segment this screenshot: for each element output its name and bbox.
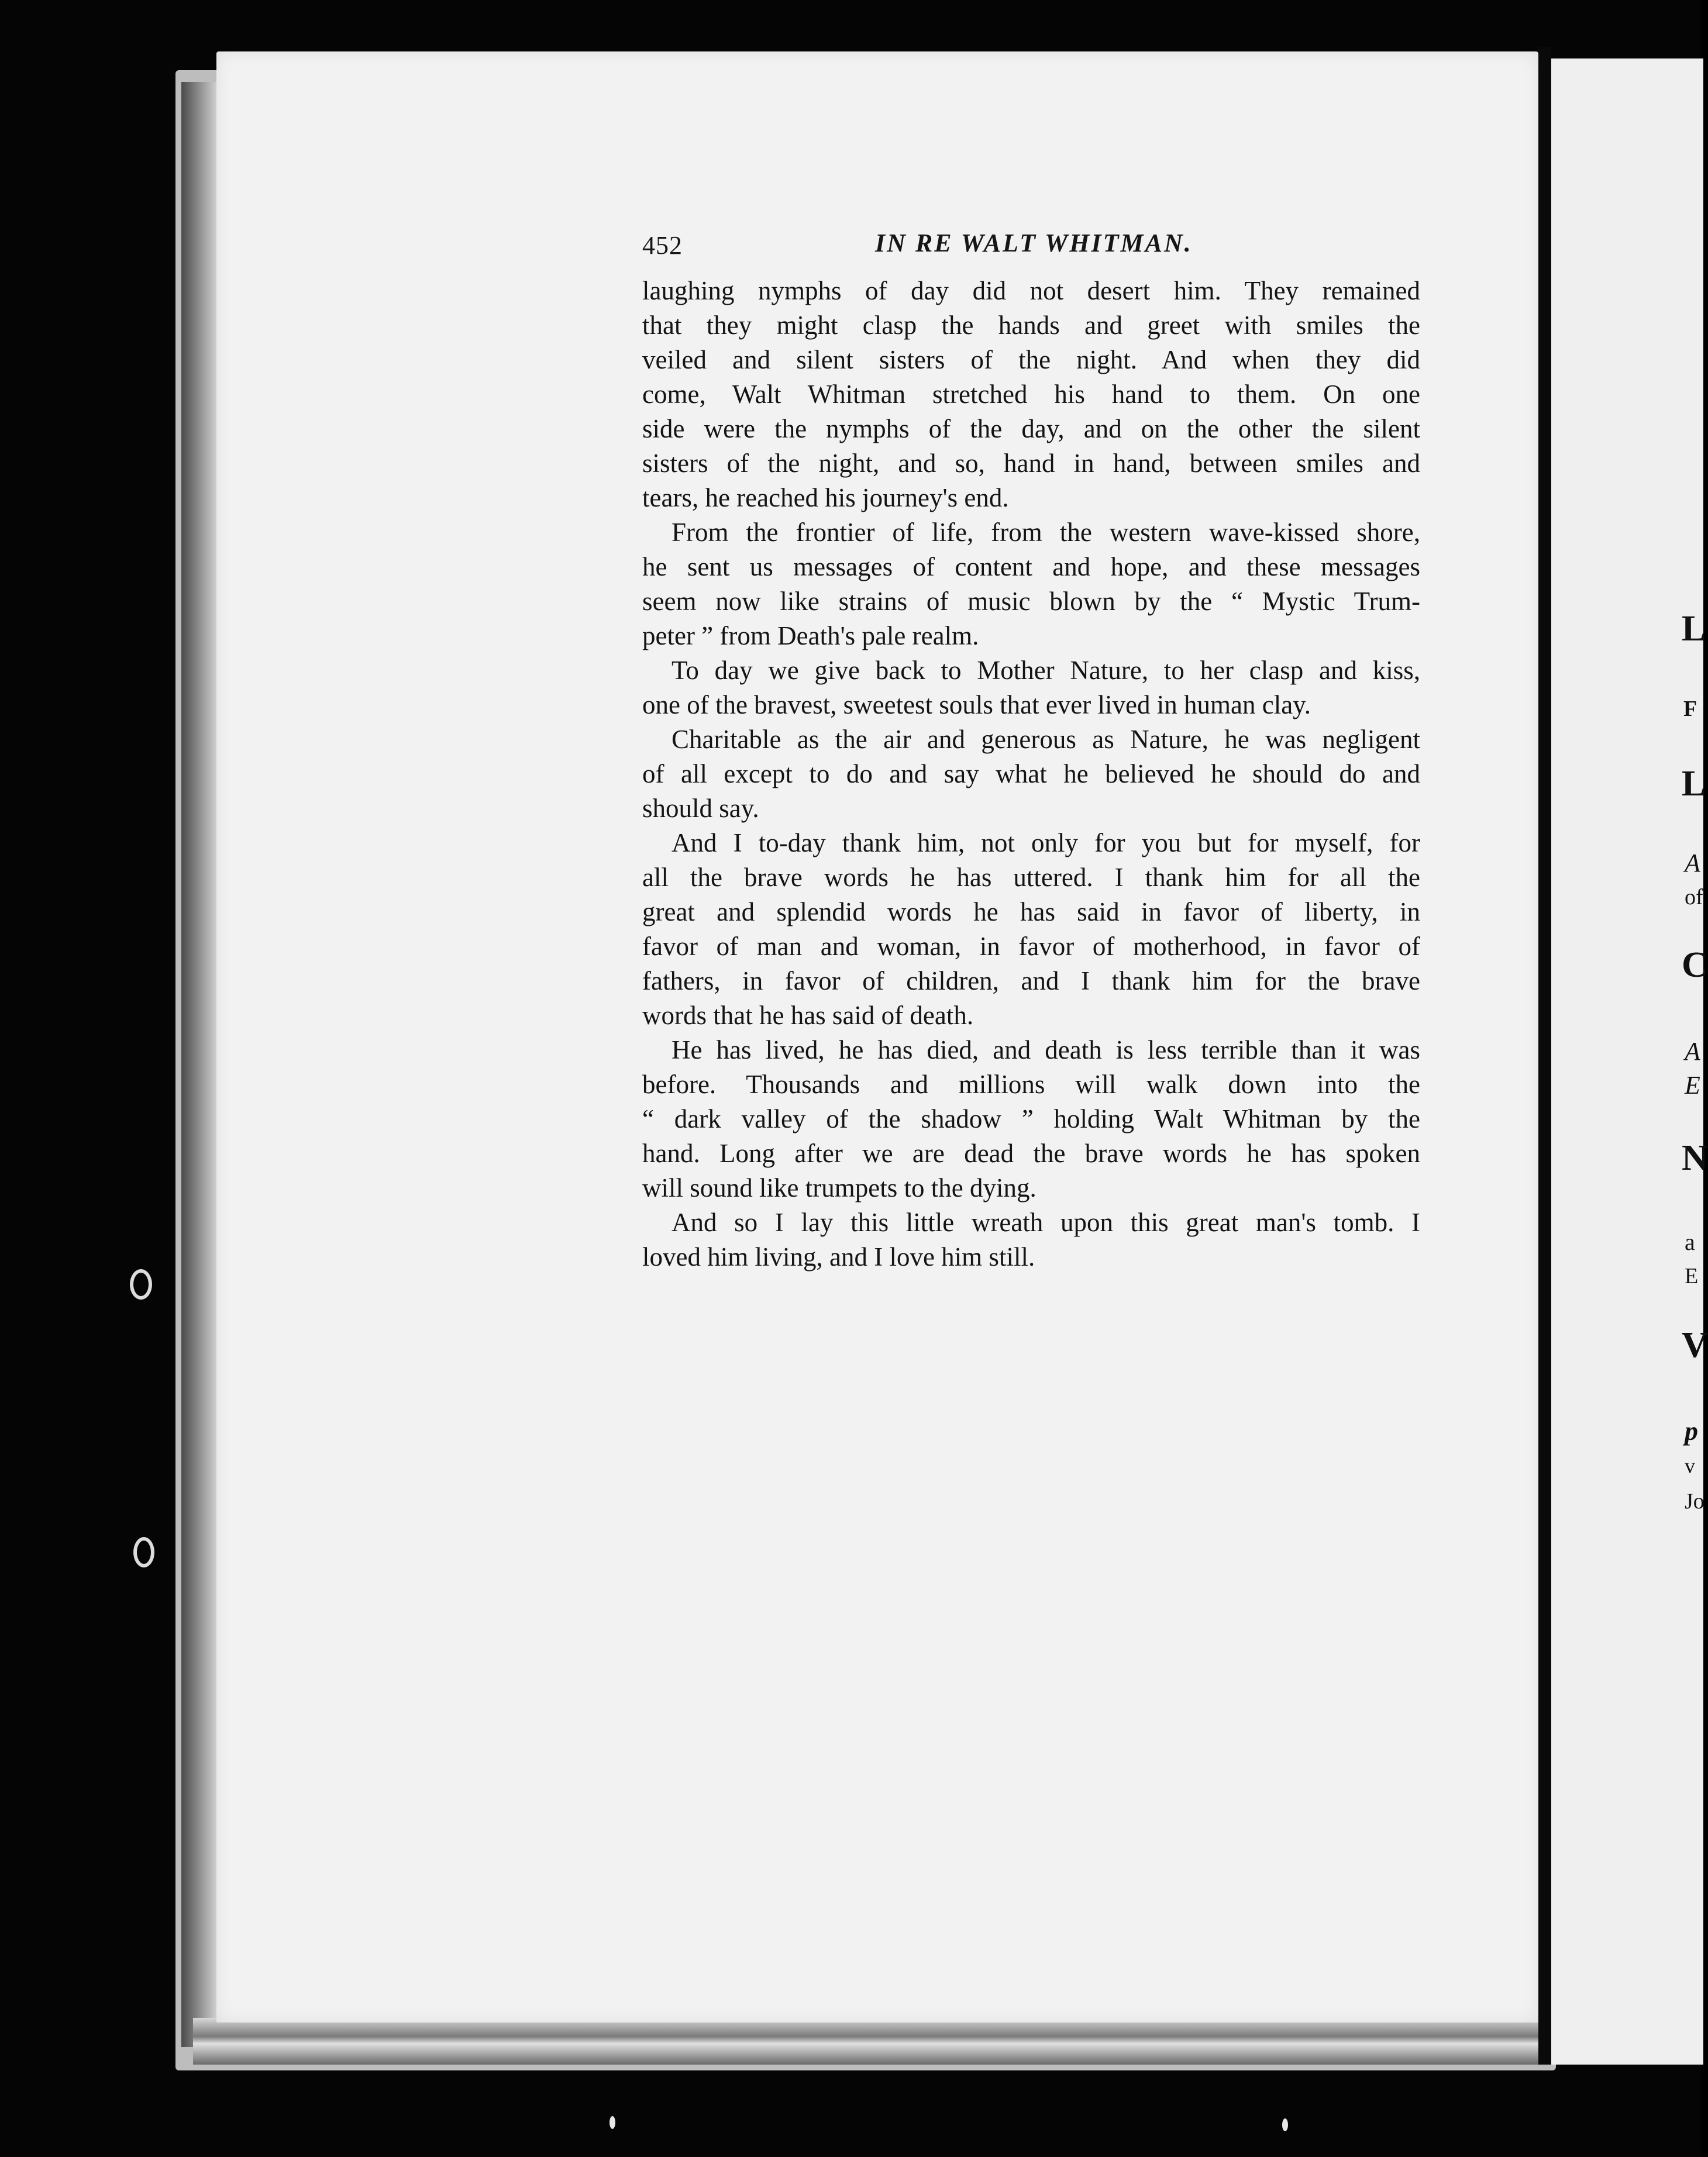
page-edges-left <box>181 82 216 2047</box>
facing-fragment: V <box>1682 1325 1708 1365</box>
text-line: He has lived, he has died, and death is less terrible than it was <box>672 1035 1420 1064</box>
text-line: should say. <box>642 794 759 823</box>
facing-fragment: E <box>1685 1071 1700 1100</box>
text-line: veiled and silent sisters of the night. And when they did <box>642 345 1420 374</box>
text-line: favor of man and woman, in favor of motherhood, in favor of <box>642 932 1420 961</box>
text-line: of all except to do and say what he believed he should do and <box>642 759 1420 788</box>
text-line: all the brave words he has uttered. I thank him for all the <box>642 863 1420 892</box>
text-line: tears, he reached his journey's end. <box>642 483 1009 512</box>
text-line: words that he has said of death. <box>642 1001 974 1030</box>
text-line: sisters of the night, and so, hand in hand, between smiles and <box>642 449 1420 478</box>
text-line: laughing nymphs of day did not desert him. They remained <box>642 276 1420 305</box>
facing-fragment: N <box>1682 1138 1708 1178</box>
facing-fragment: L <box>1682 764 1706 804</box>
text-line: side were the nymphs of the day, and on the other the silent <box>642 414 1420 443</box>
facing-fragment: of <box>1685 885 1703 909</box>
scan-artifact-ring <box>133 1537 154 1567</box>
facing-fragment: L <box>1682 609 1706 649</box>
facing-fragment: A <box>1685 849 1700 877</box>
body-text <box>642 274 1420 1274</box>
scan-speck <box>1282 2118 1288 2131</box>
text-line: hand. Long after we are dead the brave words he has spoken <box>642 1139 1420 1168</box>
page-number: 452 <box>642 231 683 260</box>
facing-page <box>1551 58 1703 2065</box>
text-line: that they might clasp the hands and greet with smiles the <box>642 311 1420 340</box>
scan-artifact-ring <box>130 1269 152 1300</box>
text-line: one of the bravest, sweetest souls that ever lived in human clay. <box>642 690 1311 719</box>
facing-fragment: v <box>1685 1454 1695 1477</box>
text-line: great and splendid words he has said in favor of liberty, in <box>642 897 1420 926</box>
text-line: And I to-day thank him, not only for you but for myself, for <box>672 828 1420 857</box>
text-line: come, Walt Whitman stretched his hand to them. On one <box>642 380 1420 409</box>
facing-fragment: p <box>1685 1416 1698 1446</box>
text-line: Charitable as the air and generous as Nature, he was negligent <box>672 725 1420 754</box>
text-line: To day we give back to Mother Nature, to her clasp and kiss, <box>672 656 1420 685</box>
text-line: he sent us messages of content and hope, and these messages <box>642 552 1420 581</box>
running-title: IN RE WALT WHITMAN. <box>875 229 1193 257</box>
facing-fragment: C <box>1682 945 1708 985</box>
facing-fragment: Jo <box>1685 1489 1704 1514</box>
running-head <box>642 228 1420 263</box>
facing-fragment: A <box>1685 1037 1700 1066</box>
page-edges-bottom <box>193 2018 1573 2065</box>
book-gutter <box>1538 47 1551 2065</box>
text-line: fathers, in favor of children, and I thank him for the brave <box>642 966 1420 995</box>
text-line: seem now like strains of music blown by the “ Mystic Trum- <box>642 587 1420 616</box>
text-line: And so I lay this little wreath upon this great man's tomb. I <box>672 1208 1420 1237</box>
facing-fragment: a <box>1685 1229 1695 1255</box>
facing-fragment: F <box>1683 697 1697 721</box>
text-line: will sound like trumpets to the dying. <box>642 1173 1036 1202</box>
text-line: before. Thousands and millions will walk down into the <box>642 1070 1420 1099</box>
text-line: From the frontier of life, from the western wave-kissed shore, <box>672 518 1420 547</box>
text-line: peter ” from Death's pale realm. <box>642 621 979 650</box>
facing-fragment: E <box>1685 1264 1699 1288</box>
text-line: “ dark valley of the shadow ” holding Walt Whitman by the <box>642 1104 1420 1133</box>
scan-speck <box>609 2116 615 2129</box>
text-line: loved him living, and I love him still. <box>642 1242 1035 1272</box>
